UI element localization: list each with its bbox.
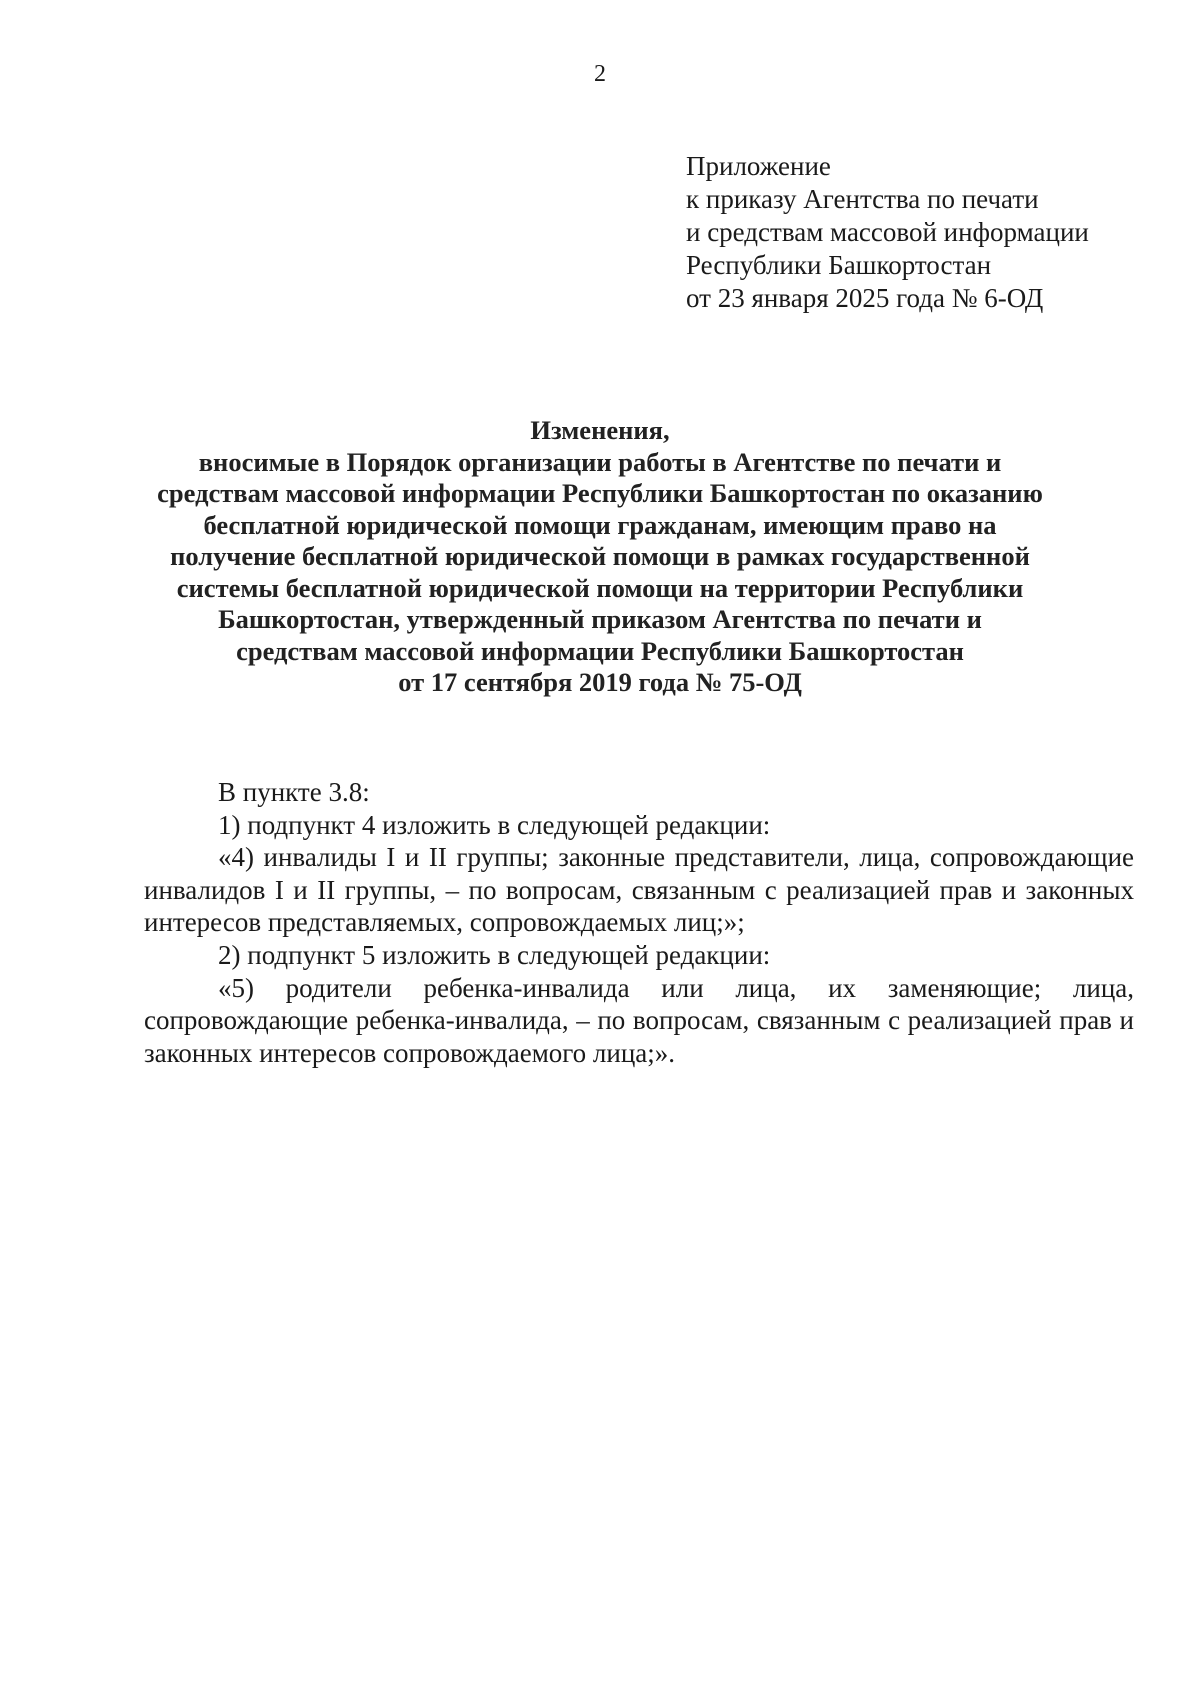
item1-text: «4) инвалиды I и II группы; законные представители, лица, сопровождающие инвалидов I и II группы, – по вопросам, связанным с реализацией прав и законных интересов представляемых, сопровождаемых лиц;»; xyxy=(144,842,1134,938)
document-heading xyxy=(120,415,1080,699)
item2-intro: 2) подпункт 5 изложить в следующей редакции: xyxy=(218,939,771,970)
heading-line: Изменения, xyxy=(530,415,670,445)
appendix-line: к приказу Агентства по печати xyxy=(686,184,1039,214)
heading-line: бесплатной юридической помощи гражданам, имеющим право на xyxy=(203,509,997,540)
body-intro: В пункте 3.8: xyxy=(218,777,370,807)
heading-line: получение бесплатной юридической помощи в рамках государственной xyxy=(170,541,1030,571)
heading-line: от 17 сентября 2019 года № 75-ОД xyxy=(398,667,802,697)
appendix-block xyxy=(686,150,1089,315)
item2-text: «5) родители ребенка-инвалида или лица, их заменяющие; лица, сопровождающие ребенка-инвалида, – по вопросам, связанным с реализацией прав и законных интересов сопровождаемого лица;». xyxy=(144,972,1134,1068)
appendix-line: и средствам массовой информации xyxy=(686,217,1089,247)
heading-line: средствам массовой информации Республики Башкортостан по оказанию xyxy=(157,478,1043,508)
document-body xyxy=(144,776,1134,1069)
appendix-line: Приложение xyxy=(686,151,831,181)
heading-line: системы бесплатной юридической помощи на территории Республики xyxy=(176,572,1024,603)
heading-line: вносимые в Порядок организации работы в Агентстве по печати и xyxy=(198,446,1002,477)
item1-intro: 1) подпункт 4 изложить в следующей редакции: xyxy=(218,809,771,840)
heading-line: Башкортостан, утвержденный приказом Агентства по печати и xyxy=(218,604,982,634)
appendix-line: Республики Башкортостан xyxy=(686,250,992,280)
appendix-line: от 23 января 2025 года № 6-ОД xyxy=(686,283,1044,313)
heading-line: средствам массовой информации Республики Башкортостан xyxy=(236,635,964,666)
page-number: 2 xyxy=(594,61,606,87)
